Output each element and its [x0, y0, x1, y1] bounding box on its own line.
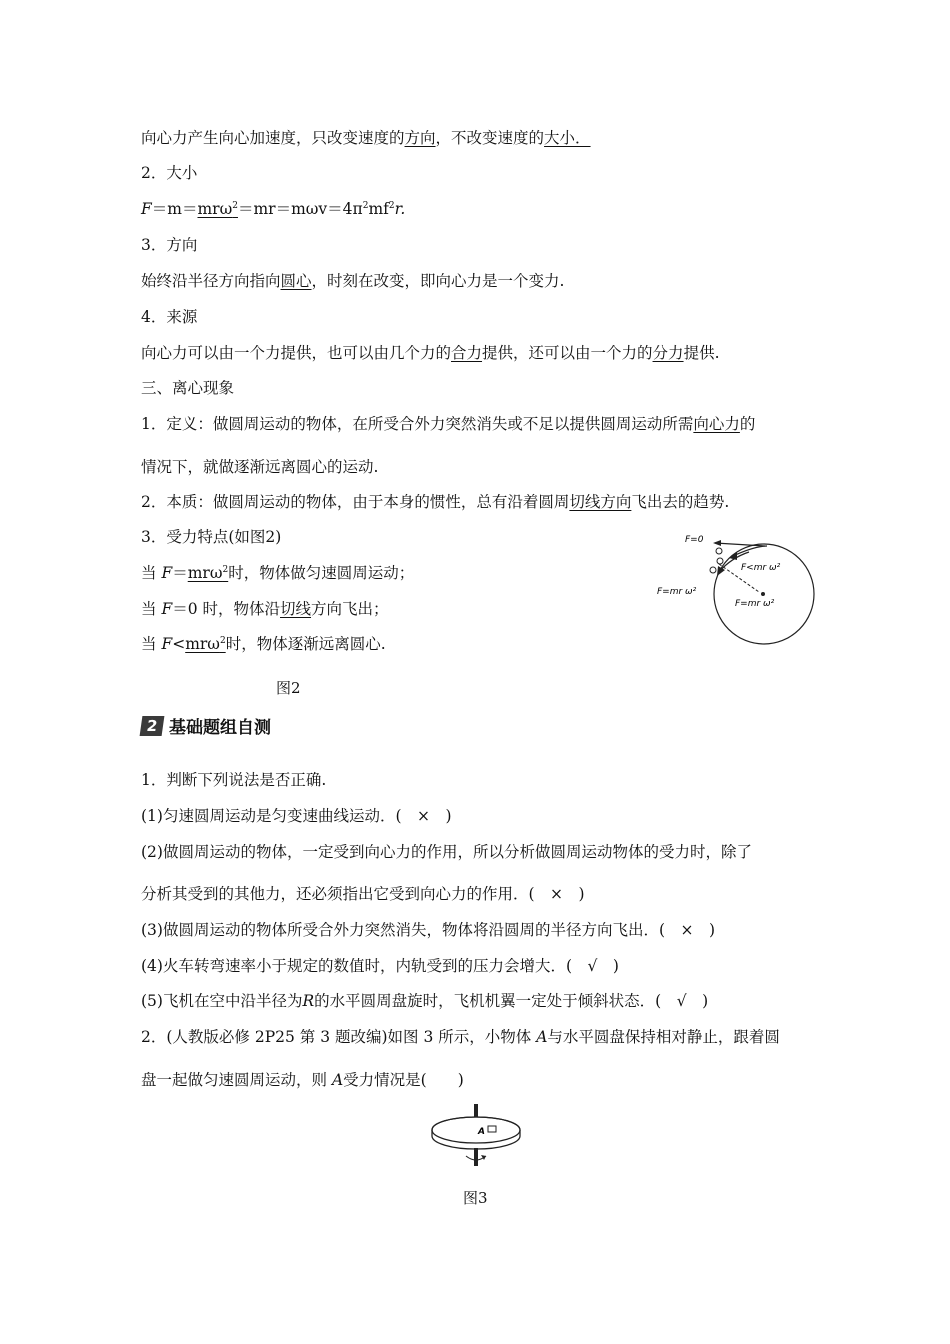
judge-item: (1)匀速圆周运动是匀变速曲线运动．( × )	[141, 807, 452, 825]
object-label: A	[478, 1127, 485, 1137]
section-heading: 三、离心现象	[141, 379, 235, 397]
arrow-head	[729, 552, 737, 560]
judge-item: (5)飞机在空中沿半径为R的水平圆周盘旋时，飞机机翼一定处于倾斜状态．( √ )	[141, 992, 709, 1010]
section-number: 2	[140, 716, 165, 736]
figure-2-caption: 图2	[276, 679, 301, 697]
object-dot	[710, 567, 716, 573]
judge-item-cont: 分析其受到的其他力，还必须指出它受到向心力的作用．( × )	[141, 885, 585, 903]
center-dot	[761, 592, 765, 596]
heading-source: 4．来源	[141, 308, 198, 326]
text-line: 1．定义：做圆周运动的物体，在所受合外力突然消失或不足以提供圆周运动所需向心力的	[141, 415, 756, 433]
text-line: 当 F＝0 时，物体沿切线方向飞出；	[141, 600, 389, 618]
text-line: 当 F＝mrω$^2$时，物体做匀速圆周运动；	[141, 564, 415, 582]
question-2: 2．(人教版必修 2P25 第 3 题改编)如图 3 所示，小物体 A与水平圆盘保持相对静止，跟着圆	[141, 1028, 780, 1046]
text-line: 3．受力特点(如图2)	[141, 528, 282, 546]
text-line: 2．本质：做圆周运动的物体，由于本身的惯性，总有沿着圆周切线方向飞出去的趋势.	[141, 493, 730, 511]
heading-direction: 3．方向	[141, 236, 198, 254]
text-line: 始终沿半径方向指向圆心，时刻在改变，即向心力是一个变力.	[141, 272, 565, 290]
label-f-equal-left: F=mr ω²	[657, 587, 697, 597]
label-f0: F=0	[685, 535, 704, 545]
text-line: 向心力产生向心加速度，只改变速度的方向，不改变速度的大小．	[141, 129, 591, 147]
section-badge	[141, 713, 271, 738]
section-title: 基础题组自测	[169, 718, 271, 738]
label-f-less: F<mr ω²	[741, 563, 781, 573]
label-f-equal-center: F=mr ω²	[735, 599, 775, 609]
text-line: 情况下，就做逐渐远离圆心的运动.	[141, 458, 379, 476]
question-1: 1．判断下列说法是否正确.	[141, 771, 327, 789]
question-2-cont: 盘一起做匀速圆周运动，则 A受力情况是( )	[141, 1071, 464, 1089]
object-dot	[717, 558, 723, 564]
judge-item: (2)做圆周运动的物体，一定受到向心力的作用，所以分析做圆周运动物体的受力时，除了	[141, 843, 752, 861]
object-dot	[716, 548, 722, 554]
judge-item: (3)做圆周运动的物体所受合外力突然消失，物体将沿圆周的半径方向飞出．( × )	[141, 921, 716, 939]
text-line: 当 F<mrω$^2$时，物体逐渐远离圆心.	[141, 635, 386, 653]
figure-2-diagram	[655, 528, 815, 648]
formula-line: $F=m=mr\omega^2=mr=m\omega v=4\pi^2mf^2r$.	[141, 200, 406, 218]
figure-3-caption: 图3	[463, 1189, 488, 1207]
small-object	[488, 1126, 496, 1132]
judge-item: (4)火车转弯速率小于规定的数值时，内轨受到的压力会增大．( √ )	[141, 957, 619, 975]
text-line: 向心力可以由一个力提供，也可以由几个力的合力提供，还可以由一个力的分力提供.	[141, 344, 720, 362]
heading-magnitude: 2．大小	[141, 164, 198, 182]
arrow-head	[713, 540, 721, 546]
figure-3-diagram	[428, 1100, 524, 1170]
